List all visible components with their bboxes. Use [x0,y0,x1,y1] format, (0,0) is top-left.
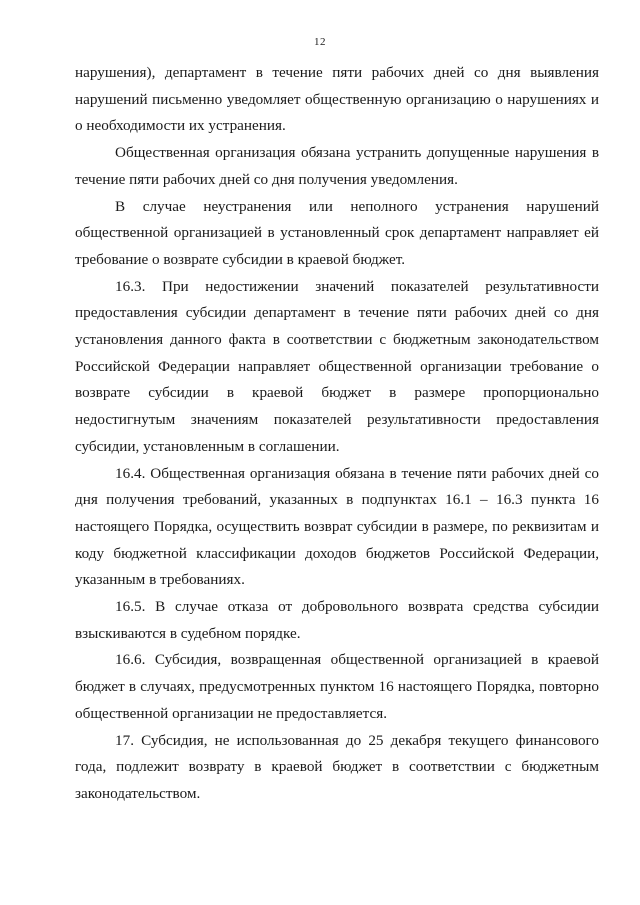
paragraph-16-6: 16.6. Субсидия, возвращенная общественной организацией в краевой бюджет в случаях, предусмотренных пунктом 16 настоящего Порядка, повторно общественной организации не предоставляется. [75,651,599,722]
paragraph-17: 17. Субсидия, не использованная до 25 декабря текущего финансового года, подлежит возврату в краевой бюджет в соответствии с бюджетным законодательством. [75,731,599,802]
paragraph-continuation: нарушения), департамент в течение пяти рабочих дней со дня выявления нарушений письменно уведомляет общественную организацию о нарушениях и о необходимости их устранения. [75,64,599,135]
page-number: 12 [314,36,326,48]
paragraph-obligation-to-fix: Общественная организация обязана устранить допущенные нарушения в течение пяти рабочих дней со дня получения уведомления. [75,144,599,188]
paragraph-16-3: 16.3. При недостижении значений показателей результативности предоставления субсидии департамент в течение пяти рабочих дней со дня установления данного факта в соответствии с бюджетным законодательством Российской Федерации направляет общественной организации требование о возврате субсидии в краевой бюджет в размере пропорционально недостигнутым значениям показателей результативности предоставления субсидии, установленным в соглашении. [75,277,599,455]
paragraph-failure-to-fix: В случае неустранения или неполного устранения нарушений общественной организацией в установленный срок департамент направляет ей требование о возврате субсидии в краевой бюджет. [75,197,599,268]
paragraph-16-4: 16.4. Общественная организация обязана в течение пяти рабочих дней со дня получения требований, указанных в подпунктах 16.1 – 16.3 пункта 16 настоящего Порядка, осуществить возврат субсидии в размере, по реквизитам и коду бюджетной классификации доходов бюджетов Российской Федерации, указанным в требованиях. [75,464,599,589]
paragraph-16-5: 16.5. В случае отказа от добровольного возврата средства субсидии взыскиваются в судебном порядке. [75,598,599,642]
document-body [75,60,599,808]
